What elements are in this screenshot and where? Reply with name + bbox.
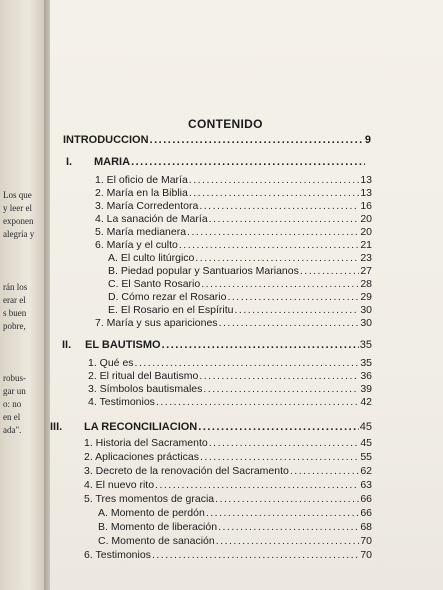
leader-dots: [209, 437, 360, 449]
page-title: CONTENIDO: [188, 117, 263, 131]
toc-entry-label: 4. El nuevo rito: [84, 479, 155, 491]
toc-entry: [95, 174, 372, 188]
toc-entry-page: 30: [360, 317, 372, 329]
toc-entry-label: C. El Santo Rosario: [108, 278, 201, 290]
toc-entry-page: 16: [360, 200, 372, 212]
toc-entry: [108, 252, 372, 266]
toc-entry-page: 21: [360, 239, 372, 251]
leader-dots: [200, 451, 359, 463]
toc-entry-label: 2. El ritual del Bautismo: [88, 370, 199, 382]
section-heading-label: LA RECONCILIACION: [84, 421, 198, 433]
toc-entry-page: 13: [360, 187, 372, 199]
toc-entry-page: 66: [360, 507, 372, 519]
left-page-text: robus-: [3, 373, 26, 383]
leader-dots: [198, 421, 358, 433]
toc-entry: [95, 317, 372, 331]
section-heading-bautismo: [85, 339, 372, 353]
toc-entry-label: D. Cómo rezar el Rosario: [108, 291, 227, 303]
leader-dots: [189, 174, 360, 186]
toc-entry: [108, 265, 372, 279]
toc-entry-label: 3. Decreto de la renovación del Sacramento: [84, 465, 289, 477]
toc-entry: [95, 226, 372, 240]
leader-dots: [187, 226, 359, 238]
toc-entry: [98, 507, 372, 521]
left-page-text: pobre,: [3, 321, 26, 331]
leader-dots: [195, 252, 359, 264]
toc-entry-page: 20: [360, 226, 372, 238]
toc-entry-label: 6. María y el culto: [95, 239, 178, 251]
toc-entry-label: 4. Testimonios: [88, 396, 155, 408]
section-heading-maria: [94, 156, 366, 170]
leader-dots: [131, 156, 365, 168]
leader-dots: [300, 265, 359, 277]
toc-entry: [95, 187, 372, 201]
toc-entry-page: 27: [360, 265, 372, 277]
toc-entry-page: 36: [360, 370, 372, 382]
leader-dots: [155, 479, 359, 491]
leader-dots: [203, 383, 359, 395]
leader-dots: [219, 317, 360, 329]
leader-dots: [215, 493, 359, 505]
toc-entry-label: B. Piedad popular y Santuarios Marianos: [108, 265, 299, 277]
toc-entry-page: 35: [360, 357, 372, 369]
toc-entry-page: 39: [360, 383, 372, 395]
left-page-text: alegría y: [3, 229, 35, 239]
toc-entry: [84, 451, 372, 465]
toc-entry-label: 7. María y sus apariciones: [95, 317, 218, 329]
toc-entry-page: 63: [360, 479, 372, 491]
toc-entry: [108, 304, 372, 318]
toc-entry-page: 45: [360, 437, 372, 449]
left-page-text: erar el: [3, 295, 26, 305]
leader-dots: [150, 134, 364, 146]
left-page-text: exponen: [3, 216, 34, 226]
leader-dots: [234, 304, 359, 316]
toc-entry-label: 4. La sanación de María: [95, 213, 208, 225]
toc-entry: [95, 200, 372, 214]
toc-entry-page: 66: [360, 493, 372, 505]
toc-entry-page: 20: [360, 213, 372, 225]
leader-dots: [216, 535, 360, 547]
toc-entry: [84, 465, 372, 479]
toc-entry-label: 3. María Corredentora: [95, 200, 199, 212]
section-numeral: III.: [50, 421, 63, 433]
leader-dots: [179, 239, 359, 251]
toc-entry: [108, 278, 372, 292]
leader-dots: [199, 370, 359, 382]
section-numeral: I.: [66, 156, 73, 168]
toc-entry: [88, 383, 372, 397]
toc-entry: [88, 357, 372, 371]
leader-dots: [290, 465, 359, 477]
left-page: [0, 0, 48, 590]
toc-entry-page: 35: [359, 339, 372, 351]
section-heading-label: MARIA: [94, 156, 131, 168]
leader-dots: [206, 507, 359, 519]
toc-entry-page: 9: [364, 134, 371, 146]
toc-entry: [95, 213, 372, 227]
toc-entry-label: A. Momento de perdón: [98, 507, 205, 519]
left-page-text: y leer el: [3, 203, 32, 213]
toc-entry-label: 1. El oficio de María: [95, 174, 188, 186]
toc-entry-label: 2. Aplicaciones prácticas: [84, 451, 199, 463]
toc-entry: [84, 493, 372, 507]
toc-entry-page: 42: [360, 396, 372, 408]
toc-entry-page: 62: [360, 465, 372, 477]
left-page-text: o: no: [3, 399, 22, 409]
toc-entry-label: B. Momento de liberación: [98, 521, 218, 533]
left-page-text: rán los: [3, 282, 28, 292]
toc-entry: [88, 370, 372, 384]
toc-entry: [98, 535, 372, 549]
toc-entry-page: 70: [360, 549, 372, 561]
section-numeral: II.: [62, 339, 72, 351]
toc-entry-page: 23: [360, 252, 372, 264]
leader-dots: [227, 291, 359, 303]
toc-entry-label: 3. Símbolos bautismales: [88, 383, 203, 395]
toc-entry: [108, 291, 372, 305]
left-page-text: en el: [3, 412, 21, 422]
toc-entry-page: 28: [360, 278, 372, 290]
left-page-text: ada".: [3, 425, 22, 435]
toc-entry-label: 1. Qué es: [88, 357, 134, 369]
toc-entry-page: 13: [360, 174, 372, 186]
toc-entry-page: 30: [360, 304, 372, 316]
leader-dots: [201, 278, 359, 290]
toc-entry-label: INTRODUCCION: [63, 134, 149, 146]
toc-entry-label: C. Momento de sanación: [98, 535, 215, 547]
left-page-text: s buen: [3, 308, 27, 318]
left-page-text: gar un: [3, 386, 26, 396]
leader-dots: [162, 339, 359, 351]
leader-dots: [156, 396, 359, 408]
toc-entry-page: 70: [360, 535, 372, 547]
leader-dots: [209, 213, 360, 225]
leader-dots: [152, 549, 359, 561]
toc-entry-label: 6. Testimonios: [84, 549, 151, 561]
toc-entry: [84, 549, 372, 563]
leader-dots: [189, 187, 360, 199]
toc-entry: [95, 239, 372, 253]
toc-entry-label: 5. María medianera: [95, 226, 187, 238]
toc-entry-page: 68: [360, 521, 372, 533]
toc-entry: [84, 437, 372, 451]
toc-entry-label: A. El culto litúrgico: [108, 252, 195, 264]
leader-dots: [135, 357, 360, 369]
section-heading-label: EL BAUTISMO: [85, 339, 161, 351]
left-page-text: Los que: [3, 190, 32, 200]
toc-entry: [88, 396, 372, 410]
toc-entry-page: 29: [360, 291, 372, 303]
toc-entry-introduction: [63, 134, 371, 148]
toc-entry-label: 2. María en la Biblia: [95, 187, 188, 199]
section-heading-reconciliacion: [84, 421, 372, 435]
toc-entry-label: 1. Historia del Sacramento: [84, 437, 208, 449]
leader-dots: [218, 521, 359, 533]
toc-entry-label: E. El Rosario en el Espíritu: [108, 304, 234, 316]
toc-entry-page: 55: [360, 451, 372, 463]
toc-entry: [98, 521, 372, 535]
leader-dots: [199, 200, 359, 212]
toc-entry-label: 5. Tres momentos de gracia: [84, 493, 215, 505]
toc-entry-page: 45: [359, 421, 372, 433]
toc-entry: [84, 479, 372, 493]
